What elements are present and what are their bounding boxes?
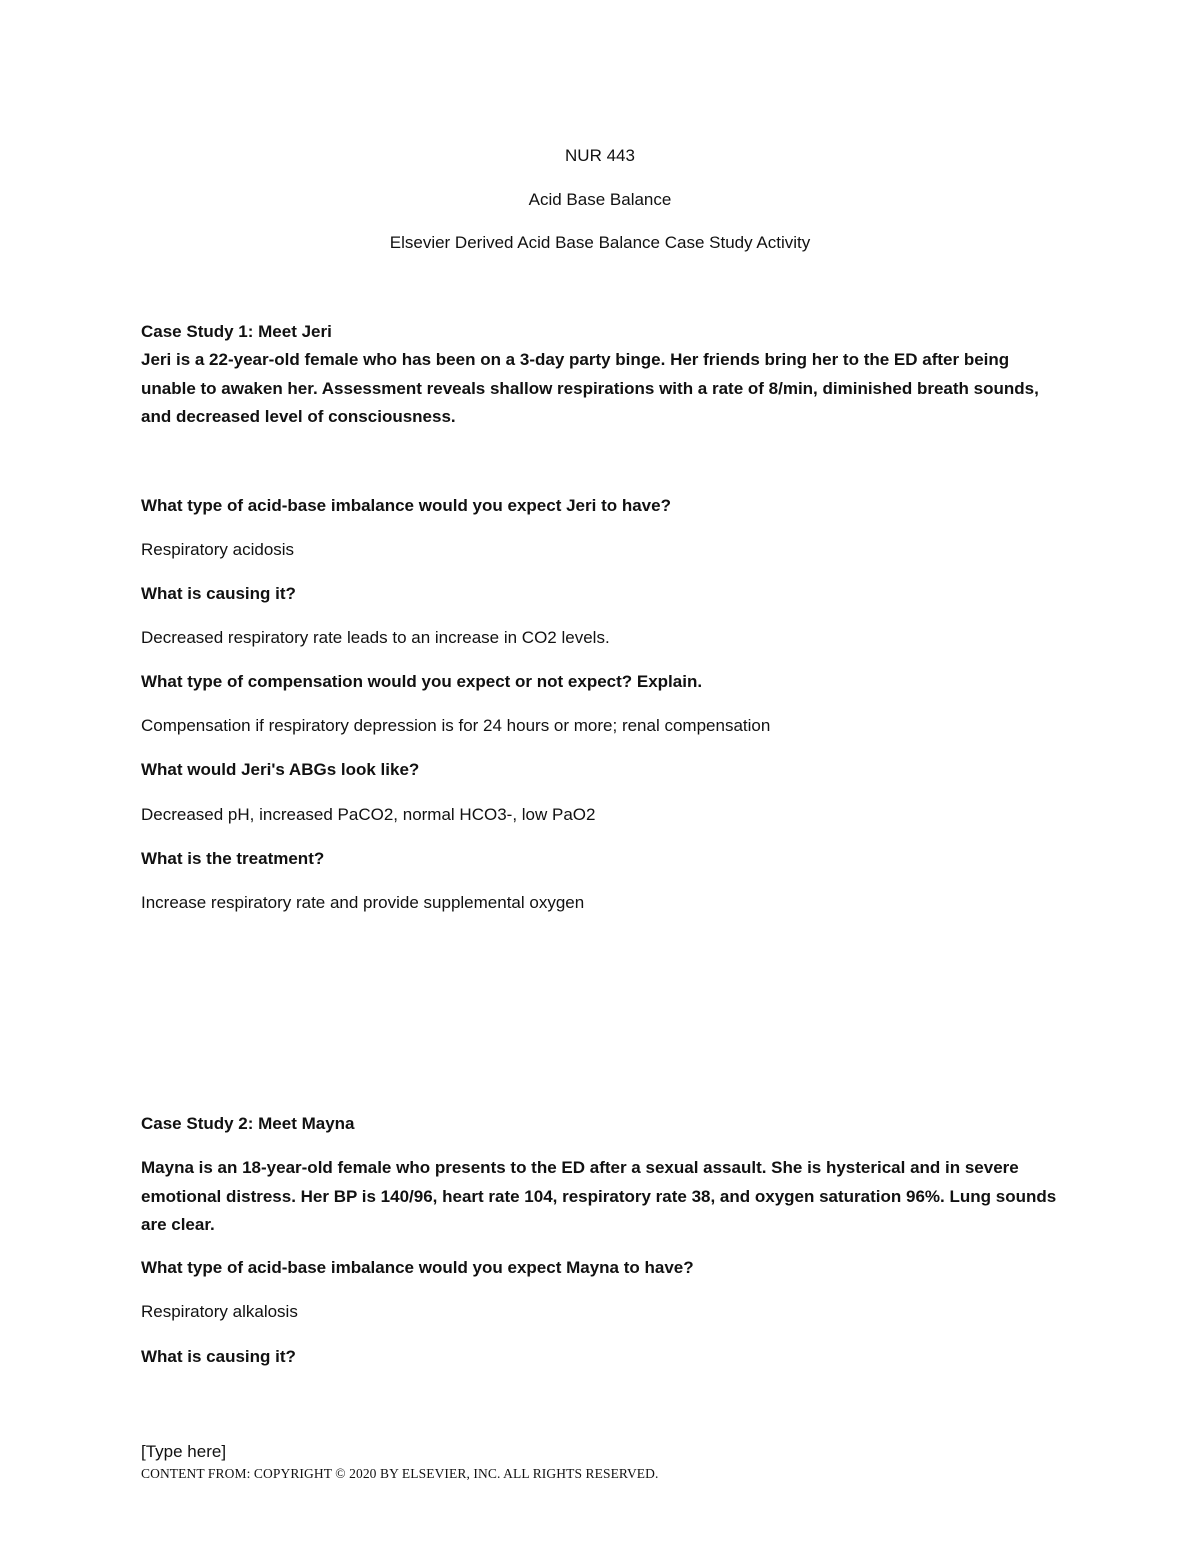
case1-question-4: What would Jeri's ABGs look like?	[141, 760, 420, 779]
case1-question-5: What is the treatment?	[141, 849, 325, 868]
case1-title: Case Study 1: Meet Jeri	[141, 322, 332, 341]
case1-scenario: Jeri is a 22-year-old female who has been on a 3-day party binge. Her friends bring her to the ED after being unable to awaken her. Assessment reveals shallow respirations with a rate of 8/min, diminished breath sounds, and decreased level of consciousness.	[141, 350, 1039, 426]
case1-answer-1: Respiratory acidosis	[141, 540, 295, 559]
case1-answer-2: Decreased respiratory rate leads to an increase in CO2 levels.	[141, 628, 610, 647]
document-topic: Acid Base Balance	[528, 190, 672, 209]
footer-copyright: CONTENT FROM: COPYRIGHT © 2020 BY ELSEVIER, INC. ALL RIGHTS RESERVED.	[141, 1466, 659, 1481]
case1-question-2: What is causing it?	[141, 584, 296, 603]
case1-answer-4: Decreased pH, increased PaCO2, normal HCO3-, low PaO2	[141, 805, 596, 824]
case1-question-3: What type of compensation would you expect or not expect? Explain.	[141, 672, 703, 691]
case2-question-1: What type of acid-base imbalance would you expect Mayna to have?	[141, 1258, 694, 1277]
case1-answer-3: Compensation if respiratory depression is for 24 hours or more; renal compensation	[141, 716, 771, 735]
case2-answer-1: Respiratory alkalosis	[141, 1302, 298, 1321]
case2-question-2: What is causing it?	[141, 1347, 296, 1366]
case2-scenario: Mayna is an 18-year-old female who presents to the ED after a sexual assault. She is hysterical and in severe emotional distress. Her BP is 140/96, heart rate 104, respiratory rate 38, and oxygen saturation 96%. Lung sounds are clear.	[141, 1158, 1057, 1234]
course-code: NUR 443	[565, 146, 635, 165]
case1-answer-5: Increase respiratory rate and provide supplemental oxygen	[141, 893, 585, 912]
case1-question-1: What type of acid-base imbalance would you expect Jeri to have?	[141, 496, 671, 515]
document-title: Elsevier Derived Acid Base Balance Case Study Activity	[389, 233, 811, 252]
case2-title: Case Study 2: Meet Mayna	[141, 1114, 355, 1133]
footer-placeholder: [Type here]	[141, 1442, 227, 1461]
